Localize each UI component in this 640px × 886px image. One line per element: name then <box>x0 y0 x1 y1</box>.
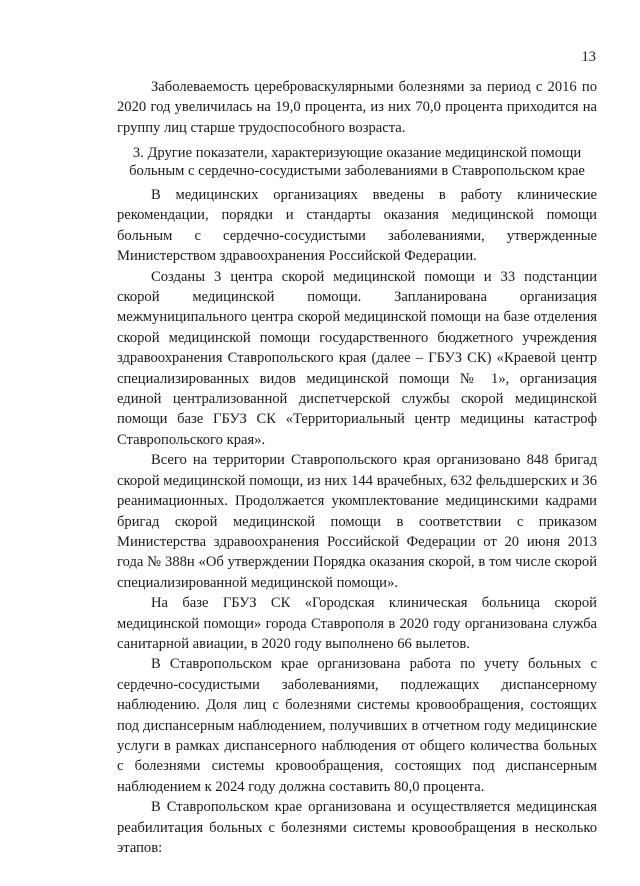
paragraph-rehabilitation: В Ставропольском крае организована и осуществляется медицинская реабилитация больных с болезнями системы кровообращения в несколько этапов: <box>117 799 597 856</box>
paragraph-emergency-centers: Созданы 3 центра скорой медицинской помощи и 33 подстанции скорой медицинской помощи. Запланирована организация межмуниципального центра скорой медицинской помощи на базе отделения скорой медицинской помощи государственного бюджетного учреждения здравоохранения Ставропольского края (далее – ГБУЗ СК) «Краевой центр специализированных видов медицинской помощи № 1», организация единой централизованной диспетчерской службы скорой медицинской помощи базе ГБУЗ СК «Территориальный центр медицины катастроф Ставропольского края». <box>117 268 597 448</box>
paragraph-ambulance-teams: Всего на территории Ставропольского края организовано 848 бригад скорой медицинской помощи, из них 144 врачебных, 632 фельдшерских и 36 реанимационных. Продолжается укомплектование медицинскими кадрами бригад скорой медицинской помощи в соответствии с приказом Министерства здравоохранения Российской Федерации от 20 июня 2013 года № 388н «Об утверждении Порядка оказания скорой, в том числе скорой специализированной медицинской помощи». <box>117 452 597 591</box>
paragraph-dispensary-observation: В Ставропольском крае организована работа по учету больных с сердечно-сосудистыми заболеваниями, подлежащих диспансерному наблюдению. Доля лиц с болезнями системы кровообращения, состоящих под диспансерным наблюдением, получивших в отчетном году медицинские услуги в рамках диспансерного наблюдения от общего количества больных с болезнями системы кровообращения, состоящих под диспансерным наблюдением к 2024 году должна составить 80,0 процента. <box>117 656 597 795</box>
paragraph-clinical-guidelines: В медицинских организациях введены в работу клинические рекомендации, порядки и стандарты оказания медицинской помощи больным с сердечно-сосудистыми заболеваниями, утвержденные Министерством здравоохранения Российской Федерации. <box>117 187 597 265</box>
paragraph-air-ambulance: На базе ГБУЗ СК «Городская клиническая больница скорой медицинской помощи» города Ставрополя в 2020 году организована служба санитарной авиации, в 2020 году выполнено 66 вылетов. <box>117 595 597 652</box>
section-heading: 3. Другие показатели, характеризующие оказание медицинской помощи больным с сердечно-сосудистыми заболеваниями в Ставропольском крае <box>129 145 585 179</box>
page-number: 13 <box>581 49 596 65</box>
intro-block <box>117 77 597 138</box>
intro-paragraph: Заболеваемость цереброваскулярными болезнями за период с 2016 по 2020 год увеличилась на 19,0 процента, из них 70,0 процента приходится на группу лиц старше трудоспособного возраста. <box>117 79 597 136</box>
body-text <box>117 185 597 858</box>
